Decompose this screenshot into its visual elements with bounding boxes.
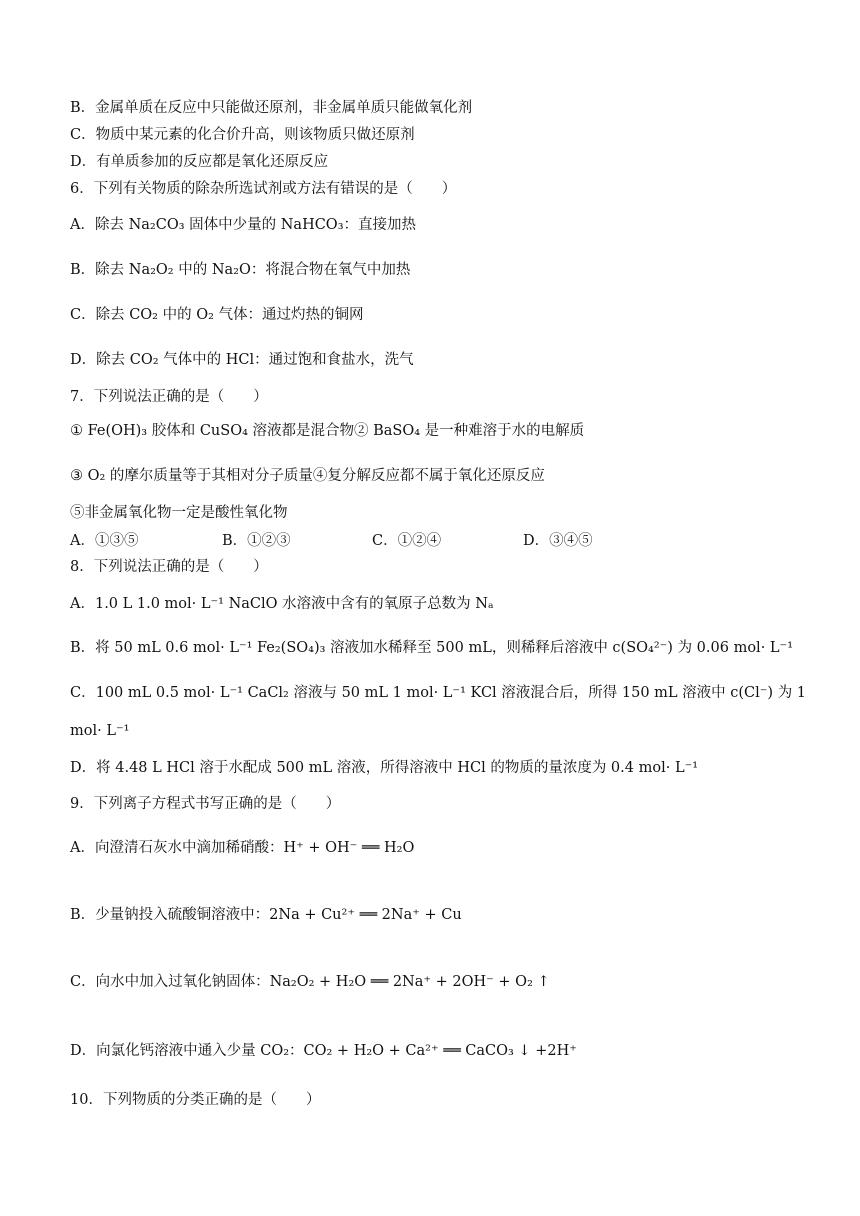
q6-option-d: D．除去 CO₂ 气体中的 HCl：通过饱和食盐水，洗气 — [70, 352, 414, 368]
q7-statement-5: ⑤非金属氧化物一定是酸性氧化物 — [70, 505, 288, 521]
q8-stem: 8．下列说法正确的是（ ） — [70, 559, 268, 575]
q6-option-c: C．除去 CO₂ 中的 O₂ 气体：通过灼热的铜网 — [70, 307, 364, 323]
q9-option-b: B．少量钠投入硫酸铜溶液中：2Na + Cu²⁺ ══ 2Na⁺ + Cu — [70, 907, 462, 923]
q10-stem: 10．下列物质的分类正确的是（ ） — [70, 1092, 321, 1108]
q8-option-b: B．将 50 mL 0.6 mol· L⁻¹ Fe₂(SO₄)₃ 溶液加水稀释至 500 mL，则稀释后溶液中 c(SO₄²⁻) 为 0.06 mol· L⁻¹ — [70, 640, 794, 656]
q7-statement-3-4: ③ O₂ 的摩尔质量等于其相对分子质量④复分解反应都不属于氧化还原反应 — [70, 468, 545, 484]
q7-option-b: B．①②③ — [222, 533, 291, 549]
q6-stem: 6．下列有关物质的除杂所选试剂或方法有错误的是（ ） — [70, 181, 457, 197]
q5-option-c: C．物质中某元素的化合价升高，则该物质只做还原剂 — [70, 127, 415, 143]
q8-option-d: D．将 4.48 L HCl 溶于水配成 500 mL 溶液，所得溶液中 HCl 的物质的量浓度为 0.4 mol· L⁻¹ — [70, 760, 699, 776]
q8-option-c-continued: mol· L⁻¹ — [70, 723, 130, 739]
q5-option-b: B．金属单质在反应中只能做还原剂，非金属单质只能做氧化剂 — [70, 100, 473, 116]
q7-stem: 7．下列说法正确的是（ ） — [70, 389, 268, 405]
q9-stem: 9．下列离子方程式书写正确的是（ ） — [70, 796, 341, 812]
q7-option-c: C．①②④ — [372, 533, 442, 549]
q6-option-b: B．除去 Na₂O₂ 中的 Na₂O：将混合物在氧气中加热 — [70, 262, 411, 278]
q5-option-d: D．有单质参加的反应都是氧化还原反应 — [70, 154, 329, 170]
q7-statement-1-2: ① Fe(OH)₃ 胶体和 CuSO₄ 溶液都是混合物② BaSO₄ 是一种难溶于水的电解质 — [70, 423, 585, 439]
q9-option-d: D．向氯化钙溶液中通入少量 CO₂：CO₂ + H₂O + Ca²⁺ ══ CaCO₃ ↓ +2H⁺ — [70, 1043, 577, 1059]
q9-option-a: A．向澄清石灰水中滴加稀硝酸：H⁺ + OH⁻ ══ H₂O — [70, 840, 415, 856]
q7-option-a: A．①③⑤ — [70, 533, 139, 549]
q9-option-c: C．向水中加入过氧化钠固体：Na₂O₂ + H₂O ══ 2Na⁺ + 2OH⁻ + O₂ ↑ — [70, 974, 550, 990]
q7-option-d: D．③④⑤ — [523, 533, 593, 549]
q8-option-c: C．100 mL 0.5 mol· L⁻¹ CaCl₂ 溶液与 50 mL 1 mol· L⁻¹ KCl 溶液混合后，所得 150 mL 溶液中 c(Cl⁻) 为 1 — [70, 685, 807, 701]
q8-option-a: A．1.0 L 1.0 mol· L⁻¹ NaClO 水溶液中含有的氧原子总数为 Nₐ — [70, 596, 494, 612]
q6-option-a: A．除去 Na₂CO₃ 固体中少量的 NaHCO₃：直接加热 — [70, 217, 417, 233]
